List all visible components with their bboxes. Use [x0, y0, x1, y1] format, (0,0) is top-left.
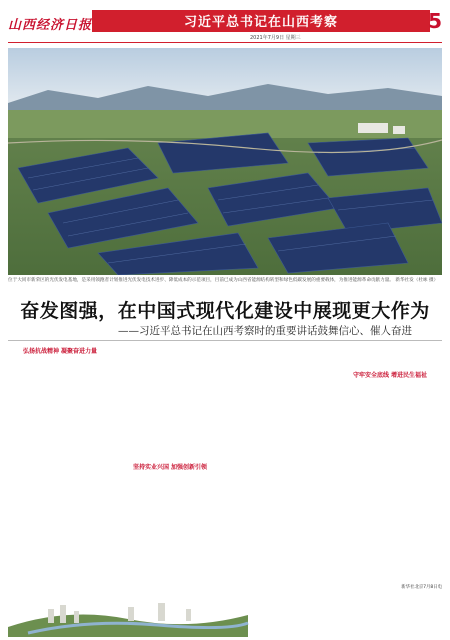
section-heading-3: 守牢安全底线 增进民生福祉: [352, 372, 428, 379]
article-column-4: [338, 345, 442, 593]
masthead-rule: [8, 42, 442, 43]
newspaper-logo: 山西经济日报: [8, 18, 93, 33]
article-headline: 奋发图强，在中国式现代化建设中展现更大作为: [20, 300, 430, 322]
article-subhead: ——习近平总书记在山西考察时的重要讲话鼓舞信心、催人奋进: [118, 325, 412, 337]
section-heading-2: 坚持实业兴国 加强创新引领: [132, 464, 208, 471]
article-byline: 新华社北京7月8日电: [401, 584, 442, 590]
page-number: 5: [428, 9, 442, 33]
section-heading-1: 弘扬抗战精神 凝聚奋进力量: [22, 348, 98, 355]
photo-caption: [8, 278, 442, 284]
dateline: 2021年7月9日 星期三: [250, 35, 301, 41]
headline-rule: [8, 340, 442, 341]
solar-farm-photo: [8, 48, 442, 275]
article-column-2: [118, 345, 222, 593]
masthead: [0, 0, 450, 44]
article-column-3: [228, 345, 332, 593]
caption-text: 位于大同市新荣区的光伏发电基地，是采用领跑者计划推进光伏发电技术进步、降低成本的示范项目，目前已成为山西省能源结构转型和绿色低碳发展的重要载体，为推进能源革命贡献力量。: [8, 278, 394, 283]
article-column-1: [8, 345, 112, 593]
footer-photo: [8, 597, 442, 637]
photo-credit: 新华社发（杜咏 摄）: [395, 278, 439, 283]
column-title: 习近平总书记在山西考察: [183, 15, 338, 30]
